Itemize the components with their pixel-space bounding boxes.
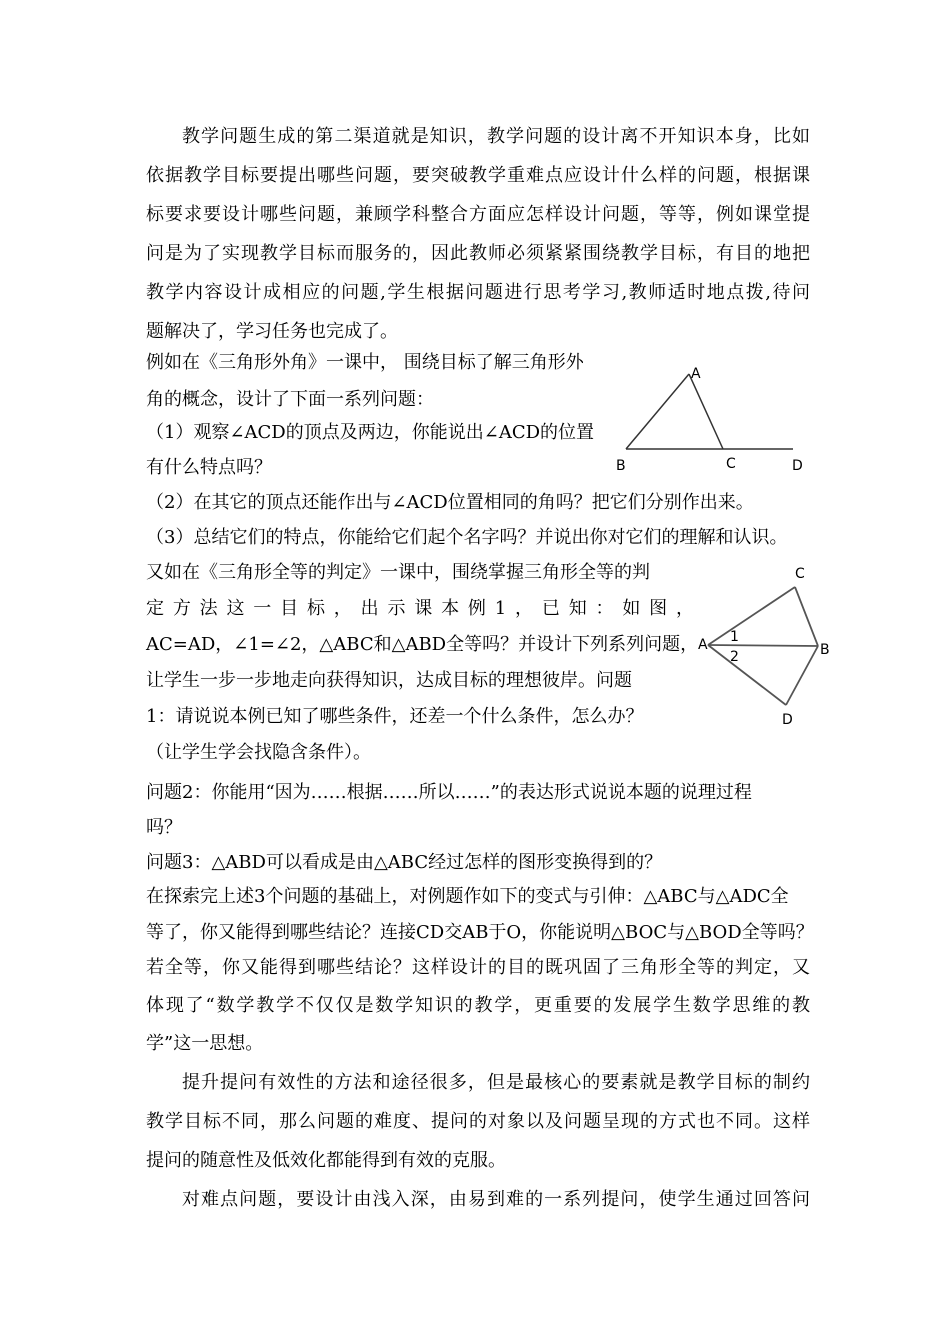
paragraph-line: 对难点问题，要设计由浅入深，由易到难的一系列提问，使学生通过回答问 [182, 1189, 810, 1210]
question-line: 有什么特点吗？ [146, 457, 272, 478]
angle-label-2: 2 [730, 649, 739, 665]
paragraph-line: 依据教学目标要提出哪些问题，要突破教学重难点应设计什么样的问题，根据课 [146, 165, 810, 186]
point-label-d: D [782, 712, 793, 728]
paragraph-line: 学”这一思想。 [146, 1033, 264, 1054]
question-line: （1）观察∠ACD的顶点及两边，你能说出∠ACD的位置 [146, 422, 595, 443]
paragraph-line: 定方法这一目标，出示课本例1，已知：如图， [146, 598, 694, 619]
paragraph-line: 又如在《三角形全等的判定》一课中，围绕掌握三角形全等的判 [146, 562, 650, 583]
paragraph-line: 若全等，你又能得到哪些结论？这样设计的目的既巩固了三角形全等的判定，又 [146, 957, 810, 978]
question-line: 1：请说说本例已知了哪些条件，还差一个什么条件，怎么办？ [146, 706, 644, 727]
question-line: 问题2：你能用“因为……根据……所以……”的表达形式说说本题的说理过程 [146, 782, 752, 803]
paragraph-line: 问是为了实现教学目标而服务的，因此教师必须紧紧围绕教学目标，有目的地把 [146, 243, 810, 264]
point-label-d: D [792, 458, 803, 474]
paragraph-line: 教学问题生成的第二渠道就是知识，教学问题的设计离不开知识本身，比如 [182, 126, 810, 147]
segment-ab [708, 645, 818, 646]
angle-label-1: 1 [730, 629, 739, 645]
paragraph-line: 角的概念，设计了下面一系列问题： [146, 389, 434, 410]
point-label-a: A [698, 637, 708, 653]
segment-cb [795, 587, 818, 646]
segment-db [786, 646, 818, 705]
paragraph-line: 标要求要设计哪些问题，兼顾学科整合方面应怎样设计问题，等等，例如课堂提 [146, 204, 810, 225]
question-line: （2）在其它的顶点还能作出与∠ACD位置相同的角吗？把它们分别作出来。 [146, 492, 754, 513]
question-line: 问题3：△ABD可以看成是由△ABC经过怎样的图形变换得到的？ [146, 852, 663, 873]
paragraph-line: AC=AD，∠1=∠2，△ABC和△ABD全等吗？并设计下列系列问题， [146, 634, 699, 655]
paragraph-line: 等了，你又能得到哪些结论？连接CD交AB于O，你能说明△BOC与△BOD全等吗？ [146, 922, 814, 943]
segment-ac [689, 374, 723, 449]
point-label-a: A [691, 366, 701, 382]
point-label-c: C [795, 566, 805, 582]
paragraph-line: 提升提问有效性的方法和途径很多，但是最核心的要素就是教学目标的制约 [182, 1072, 810, 1093]
paragraph-line: 教学目标不同，那么问题的难度、提问的对象以及问题呈现的方式也不同。这样 [146, 1111, 810, 1132]
segment-ac [708, 587, 795, 645]
paragraph-line: 让学生一步一步地走向获得知识，达成目标的理想彼岸。问题 [146, 670, 632, 691]
point-label-b: B [820, 642, 830, 658]
question-line: （3）总结它们的特点，你能给它们起个名字吗？并说出你对它们的理解和认识。 [146, 527, 788, 548]
segment-ad [708, 645, 786, 705]
paragraph-line: 提问的随意性及低效化都能得到有效的克服。 [146, 1150, 506, 1171]
question-line: 吗？ [146, 817, 182, 838]
paragraph-line: 例如在《三角形外角》一课中， 围绕目标了解三角形外 [146, 352, 584, 373]
question-line: （让学生学会找隐含条件）。 [146, 742, 371, 763]
point-label-c: C [726, 456, 736, 472]
paragraph-line: 教学内容设计成相应的问题,学生根据问题进行思考学习,教师适时地点拨,待问 [146, 282, 810, 303]
paragraph-line: 体现了“数学教学不仅仅是数学知识的教学，更重要的发展学生数学思维的教 [146, 995, 810, 1016]
triangle-exterior-angle-figure [610, 360, 810, 475]
point-label-b: B [616, 458, 626, 474]
congruent-triangles-figure [690, 560, 840, 735]
paragraph-line: 在探索完上述3个问题的基础上，对例题作如下的变式与引伸：△ABC与△ADC全 [146, 886, 789, 907]
segment-ab [626, 374, 689, 449]
paragraph-line: 题解决了，学习任务也完成了。 [146, 321, 398, 342]
